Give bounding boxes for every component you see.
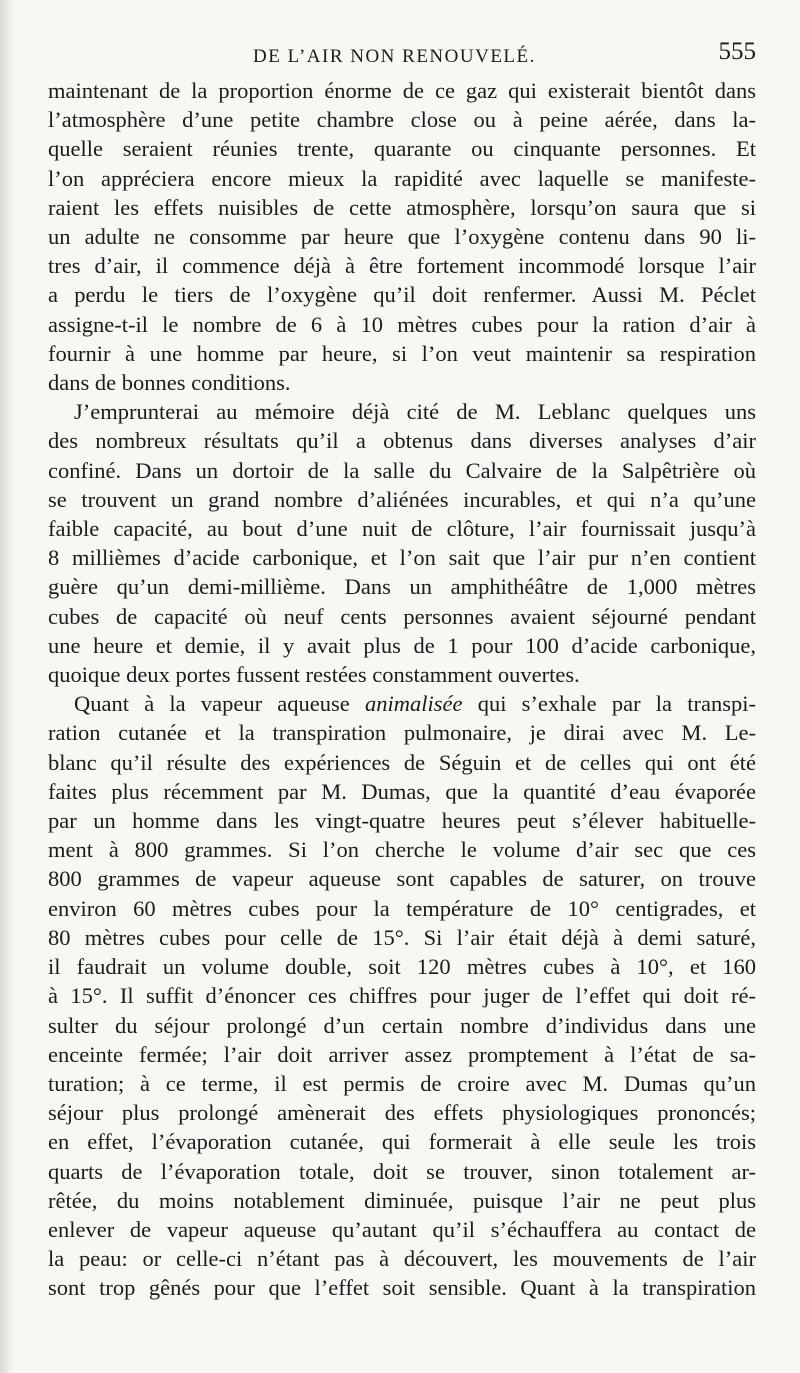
page-gutter-shadow — [0, 0, 14, 1373]
text-line: l’atmosphère d’une petite chambre close ou à peine aérée, dans la- — [48, 107, 756, 133]
text-line: cubes de capacité où neuf cents personnes avaient séjourné pendant — [48, 603, 756, 629]
text-line: enlever de vapeur aqueuse qu’autant qu’il s’échauffera au contact de — [48, 1216, 756, 1242]
paragraph-2 — [48, 397, 756, 689]
text-line: 800 grammes de vapeur aqueuse sont capables de saturer, on trouve — [48, 866, 756, 892]
text-line: sont trop gênés pour que l’effet soit sensible. Quant à la transpiration — [48, 1275, 756, 1301]
text-line: blanc qu’il résulte des expériences de Séguin et de celles qui ont été — [48, 749, 756, 775]
text-line: Quant à la vapeur aqueuse animalisée qui s’exhale par la transpi- — [74, 691, 756, 717]
text-line: sulter du séjour prolongé d’un certain nombre d’individus dans une — [48, 1012, 756, 1038]
text-line: guère qu’un demi-millième. Dans un amphithéâtre de 1,000 mètres — [48, 574, 756, 600]
paragraph-1 — [48, 76, 756, 397]
text-line: faites plus récemment par M. Dumas, que la quantité d’eau évaporée — [48, 778, 756, 804]
text-line: raient les effets nuisibles de cette atmosphère, lorsqu’on saura que si — [48, 194, 756, 220]
page-number: 555 — [718, 38, 756, 65]
italic-word: animalisée — [365, 691, 463, 717]
text-line: il faudrait un volume double, soit 120 mètres cubes à 10°, et 160 — [48, 954, 756, 980]
text-line: assigne-t-il le nombre de 6 à 10 mètres cubes pour la ration d’air à — [48, 311, 756, 337]
text-line: quarts de l’évaporation totale, doit se trouver, sinon totalement ar- — [48, 1158, 756, 1184]
text-line: environ 60 mètres cubes pour la température de 10° centigrades, et — [48, 895, 756, 921]
paragraph-3 — [48, 689, 756, 1302]
text-line: dans de bonnes conditions. — [48, 370, 291, 396]
text-line: rêtée, du moins notablement diminuée, puisque l’air ne peut plus — [48, 1187, 756, 1213]
text-line: J’emprunterai au mémoire déjà cité de M. Leblanc quelques uns — [74, 399, 756, 425]
text-line: 80 mètres cubes pour celle de 15°. Si l’air était déjà à demi saturé, — [48, 924, 756, 950]
text-line: confiné. Dans un dortoir de la salle du Calvaire de la Salpêtrière où — [48, 457, 756, 483]
text-line: en effet, l’évaporation cutanée, qui formerait à elle seule les trois — [48, 1129, 756, 1155]
text-line: tres d’air, il commence déjà à être fortement incommodé lorsque l’air — [48, 253, 756, 279]
text-line: ment à 800 grammes. Si l’on cherche le volume d’air sec que ces — [48, 837, 756, 863]
running-title: DE L’AIR NON RENOUVELÉ. — [253, 46, 536, 67]
text-line: la peau: or celle-ci n’étant pas à découvert, les mouvements de l’air — [48, 1246, 756, 1272]
text-line: par un homme dans les vingt-quatre heures peut s’élever habituelle- — [48, 808, 756, 834]
text-line: des nombreux résultats qu’il a obtenus dans diverses analyses d’air — [48, 428, 756, 454]
page-header — [48, 36, 756, 76]
text-line: un adulte ne consomme par heure que l’oxygène contenu dans 90 li- — [48, 224, 756, 250]
text-line: une heure et demie, il y avait plus de 1 pour 100 d’acide carbonique, — [48, 632, 756, 658]
text-line: maintenant de la proportion énorme de ce gaz qui existerait bientôt dans — [48, 78, 756, 103]
text-line: quelle seraient réunies trente, quarante ou cinquante personnes. Et — [48, 136, 756, 162]
text-line: quoique deux portes fussent restées constamment ouvertes. — [48, 662, 580, 688]
body-text — [48, 76, 756, 1303]
text-line: à 15°. Il suffit d’énoncer ces chiffres pour juger de l’effet qui doit ré- — [48, 983, 756, 1009]
text-line: 8 millièmes d’acide carbonique, et l’on sait que l’air pur n’en contient — [48, 545, 756, 571]
text-line: ration cutanée et la transpiration pulmonaire, je dirai avec M. Le- — [48, 720, 756, 746]
text-line: a perdu le tiers de l’oxygène qu’il doit renfermer. Aussi M. Péclet — [48, 282, 756, 308]
text-line: séjour plus prolongé amènerait des effets physiologiques prononcés; — [48, 1100, 756, 1126]
text-line: se trouvent un grand nombre d’aliénées incurables, et qui n’a qu’une — [48, 486, 756, 512]
text-line: faible capacité, au bout d’une nuit de clôture, l’air fournissait jusqu’à — [48, 516, 756, 542]
text-line: enceinte fermée; l’air doit arriver assez promptement à l’état de sa- — [48, 1041, 756, 1067]
text-line: fournir à une homme par heure, si l’on veut maintenir sa respiration — [48, 340, 756, 366]
text-line: turation; à ce terme, il est permis de croire avec M. Dumas qu’un — [48, 1070, 756, 1096]
text-line: l’on appréciera encore mieux la rapidité avec laquelle se manifeste- — [48, 165, 756, 191]
